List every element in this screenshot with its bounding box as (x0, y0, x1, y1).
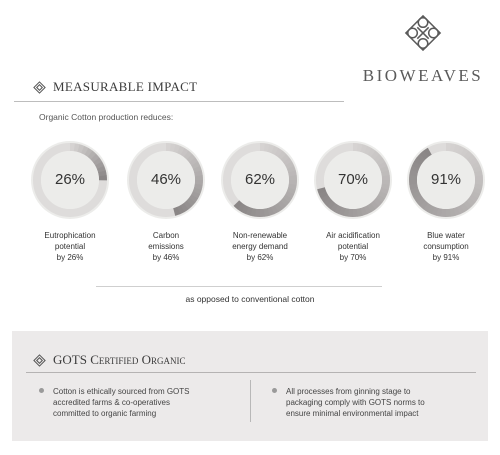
ring-segment (283, 157, 286, 161)
ring-segment (272, 209, 276, 211)
ring-segment (437, 212, 442, 213)
ring-segment (183, 151, 187, 154)
footnote-divider (96, 286, 382, 287)
ring-segment (243, 208, 247, 210)
ring-segment (455, 148, 459, 150)
ring-segment (340, 210, 344, 212)
ring-segment (417, 160, 420, 164)
diamond-ornament-icon (33, 354, 46, 367)
ring-segment (286, 160, 289, 164)
ring-segment (236, 203, 239, 206)
stat-value: 62% (244, 171, 276, 188)
ring-segment (277, 151, 281, 154)
ring-segment (83, 150, 87, 152)
ring-segment (416, 163, 418, 167)
ring-segment (179, 150, 183, 152)
ring-segment (415, 192, 417, 196)
ring-segment (321, 188, 322, 192)
ring-segment (195, 164, 197, 168)
ring-segment (264, 212, 269, 213)
stat-carbon-emissions (121, 140, 211, 263)
ring-segment (376, 157, 379, 161)
stat-value: 70% (337, 171, 369, 188)
ring-segment (336, 208, 340, 210)
ring-segment (333, 206, 337, 209)
stat-value: 46% (150, 171, 182, 188)
ring-segment (240, 206, 244, 209)
stat-eutrophication (25, 140, 115, 263)
ring-segment (463, 151, 467, 154)
ring-segment (383, 189, 385, 193)
ring-segment (182, 206, 186, 209)
ring-segment (357, 212, 362, 213)
ring-segment (329, 203, 332, 206)
ring-segment (369, 206, 373, 209)
ring-segment (373, 203, 377, 206)
ring-segment (192, 160, 195, 164)
ring-segment (426, 151, 430, 154)
ring-segment (454, 210, 458, 211)
ring-segment (99, 164, 101, 168)
ring-segment (366, 150, 370, 152)
ring-segment (290, 189, 292, 193)
ring-segment (247, 210, 251, 212)
gots-title: GOTS Certified Organic (53, 352, 186, 367)
ornamental-knot-icon (404, 14, 442, 52)
ring-segment (170, 147, 175, 148)
ring-segment (475, 164, 477, 168)
gots-separator (250, 380, 251, 422)
ring-segment (420, 200, 423, 204)
stat-label: Blue water consumption by 91% (423, 231, 469, 262)
ring-segment (283, 200, 286, 203)
brand-name: BIOWEAVES (362, 66, 484, 85)
ring-segment (192, 197, 195, 201)
ring-segment (344, 212, 349, 213)
impact-heading (33, 79, 197, 95)
stat-value: 91% (430, 171, 462, 188)
ring-segment (459, 150, 463, 152)
ring-segment (458, 209, 462, 211)
ring-segment (194, 193, 196, 197)
ring-segment (357, 147, 362, 148)
stat-value: 26% (54, 171, 86, 188)
diamond-ornament-icon (33, 81, 46, 94)
ring-segment (251, 212, 256, 213)
impact-footnote: as opposed to conventional cotton (185, 294, 315, 304)
ring-segment (469, 157, 472, 161)
bullet-dot (39, 388, 44, 393)
stat-label: Eutrophication potential by 26% (44, 231, 96, 262)
ring-segment (280, 154, 283, 157)
ring-segment (189, 200, 192, 203)
ring-segment (186, 154, 189, 157)
ring-segment (90, 154, 93, 157)
ring-segment (376, 200, 379, 203)
ring-segment (422, 203, 425, 206)
ring-segment (379, 197, 382, 201)
impact-title: MEASURABLE IMPACT (53, 79, 198, 94)
ring-segment (280, 203, 284, 206)
ring-segment (379, 160, 382, 164)
ring-segment (417, 196, 420, 200)
ring-segment (186, 203, 190, 206)
ring-segment (362, 148, 366, 150)
ring-segment (462, 206, 466, 209)
gots-divider (26, 372, 476, 373)
stat-label: Air acidification potential by 70% (326, 231, 380, 262)
ring-segment (189, 157, 192, 161)
gots-point: Cotton is ethically sourced from GOTS accredited farms & co-operatives committed to organic farming (53, 386, 190, 419)
ring-segment (474, 193, 476, 197)
ring-segment (174, 210, 178, 211)
ring-segment (79, 148, 83, 150)
stat-air-acidification (308, 140, 398, 263)
ring-segment (74, 147, 79, 148)
stat-label: Non-renewable energy demand by 62% (232, 231, 288, 262)
ring-segment (450, 212, 455, 213)
ring-segment (87, 151, 91, 154)
ring-segment (268, 210, 272, 211)
ring-segment (472, 160, 475, 164)
ring-segment (178, 209, 182, 211)
ring-segment (324, 196, 327, 200)
ring-segment (370, 151, 374, 154)
ring-segment (286, 197, 289, 201)
ring-segment (273, 150, 277, 152)
ring-segment (469, 200, 472, 203)
ring-segment (466, 154, 469, 157)
ring-segment (289, 164, 291, 168)
ring-segment (196, 189, 198, 193)
ring-segment (322, 192, 324, 196)
stat-non-renewable-energy (215, 140, 305, 263)
ring-segment (433, 210, 437, 212)
ring-segment (381, 193, 383, 197)
impact-intro: Organic Cotton production reduces: (39, 112, 174, 122)
ring-segment (93, 157, 96, 161)
ring-segment (288, 193, 290, 197)
ring-segment (276, 206, 280, 209)
ring-segment (429, 208, 433, 210)
ring-segment (365, 209, 369, 211)
ring-segment (361, 210, 365, 211)
ring-segment (472, 197, 475, 201)
ring-segment (476, 189, 478, 193)
ring-segment (264, 147, 269, 148)
ring-segment (269, 148, 273, 150)
ring-segment (420, 156, 423, 159)
ring-segment (327, 200, 330, 204)
ring-segment (382, 164, 384, 168)
stat-label: Carbon emissions by 46% (148, 231, 184, 262)
ring-segment (175, 148, 179, 150)
bullet-dot (272, 388, 277, 393)
ring-segment (373, 154, 376, 157)
ring-segment (96, 160, 99, 164)
ring-segment (414, 188, 415, 192)
stat-blue-water (401, 140, 491, 263)
ring-segment (466, 203, 470, 206)
impact-divider (14, 101, 344, 102)
ring-segment (450, 147, 455, 148)
ring-segment (423, 154, 427, 157)
ring-segment (426, 206, 430, 209)
gots-point: All processes from ginning stage to packaging comply with GOTS norms to ensure minimal environmental impact (286, 386, 425, 419)
gots-heading (33, 352, 185, 368)
